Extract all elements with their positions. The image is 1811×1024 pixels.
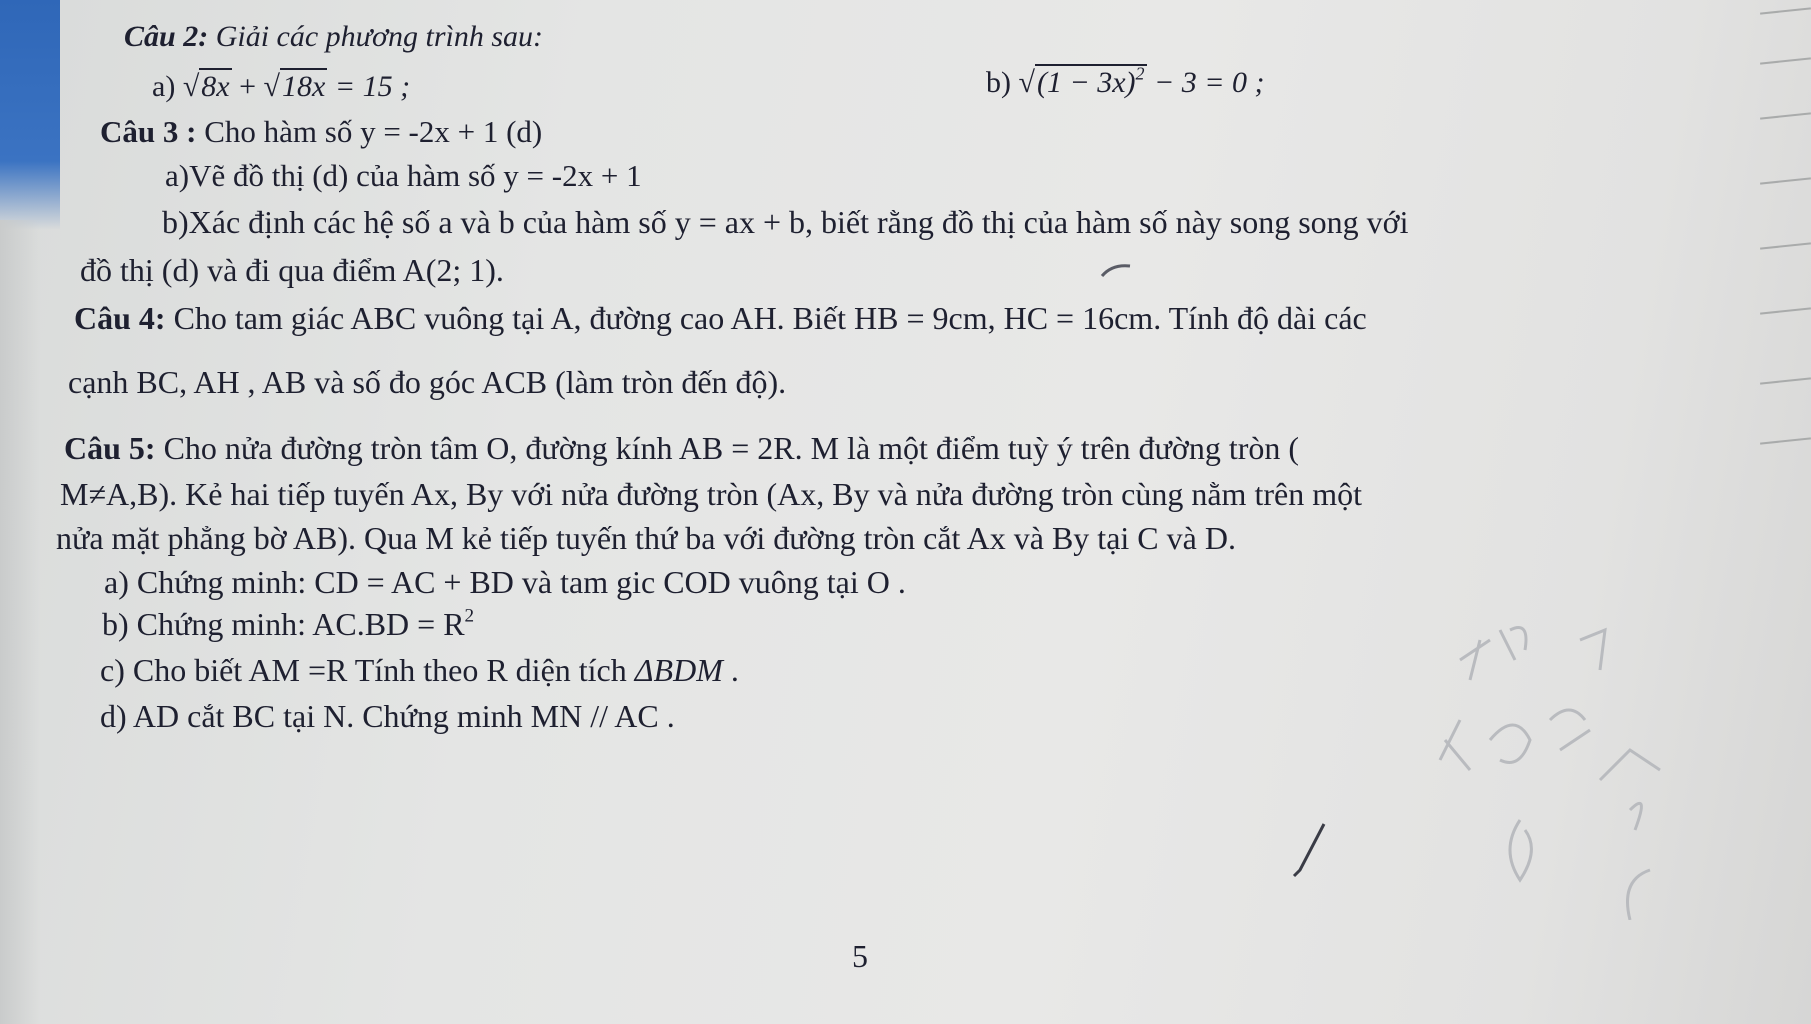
sqrt-8x: √8x <box>182 70 230 103</box>
q4-title: Câu 4: <box>74 300 166 336</box>
q2-a: a) √8x + √18x = 15 ; <box>152 70 411 103</box>
q3-heading <box>100 116 542 147</box>
q3-a: a)Vẽ đồ thị (d) của hàm số y = -2x + 1 <box>165 158 642 193</box>
q3-intro: Cho hàm số y = -2x + 1 (d) <box>204 114 543 149</box>
sqrt-expression: $√(1 - 3x)^2$ <box>1018 63 1145 99</box>
page-shadow <box>0 220 40 1024</box>
q3-title: Câu 3 : <box>100 114 197 149</box>
sqrt-18x: √18x <box>263 70 326 103</box>
q2-heading <box>124 22 543 52</box>
q4-line2: cạnh BC, AH , AB và số đo góc ACB (làm tròn đến độ). <box>68 364 787 400</box>
check-mark <box>1290 820 1330 880</box>
page-number: 5 <box>852 938 868 974</box>
q4-line1: Câu 4: Cho tam giác ABC vuông tại A, đường cao AH. Biết HB = 9cm, HC = 16cm. Tính độ dài các <box>74 300 1367 336</box>
q2-b-label: b) <box>986 66 1011 99</box>
page-edge <box>1760 0 1811 1024</box>
q5-a: a) Chứng minh: CD = AC + BD và tam gic COD vuông tại O . <box>104 564 906 600</box>
q3-b-line1: b)Xác định các hệ số a và b của hàm số y = ax + b, biết rằng đồ thị của hàm số này song song với <box>162 204 1409 240</box>
q5-line2: M≠A,B). Kẻ hai tiếp tuyến Ax, By với nửa đường tròn (Ax, By và nửa đường tròn cùng nằm trên một <box>60 476 1362 512</box>
q2-intro: Giải các phương trình sau: <box>215 20 544 53</box>
handwritten-scribbles <box>1420 600 1720 920</box>
q2-a-label: a) <box>152 70 176 103</box>
blue-corner <box>0 0 60 230</box>
q5-line3: nửa mặt phẳng bờ AB). Qua M kẻ tiếp tuyến thứ ba với đường tròn cắt Ax và By tại C và D. <box>56 520 1236 556</box>
pencil-mark <box>1100 260 1140 280</box>
q2-title: Câu 2: <box>124 20 209 53</box>
q3-b-line2: đồ thị (d) và đi qua điểm A(2; 1). <box>80 252 504 288</box>
q2-b: b) $√(1 - 3x)^2 - 3 = 0$ ; <box>986 63 1265 99</box>
q5-b: b) Chứng minh: $AC.BD = R^2$ <box>102 605 475 642</box>
q5-line1: Câu 5: Cho nửa đường tròn tâm O, đường kính AB = 2R. M là một điểm tuỳ ý trên đường tròn ( <box>64 430 1300 466</box>
q5-title: Câu 5: <box>64 430 156 466</box>
q5-c: c) Cho biết AM =R Tính theo R diện tích ΔBDM . <box>100 652 739 688</box>
q5-d: d) AD cắt BC tại N. Chứng minh MN // AC . <box>100 698 675 734</box>
